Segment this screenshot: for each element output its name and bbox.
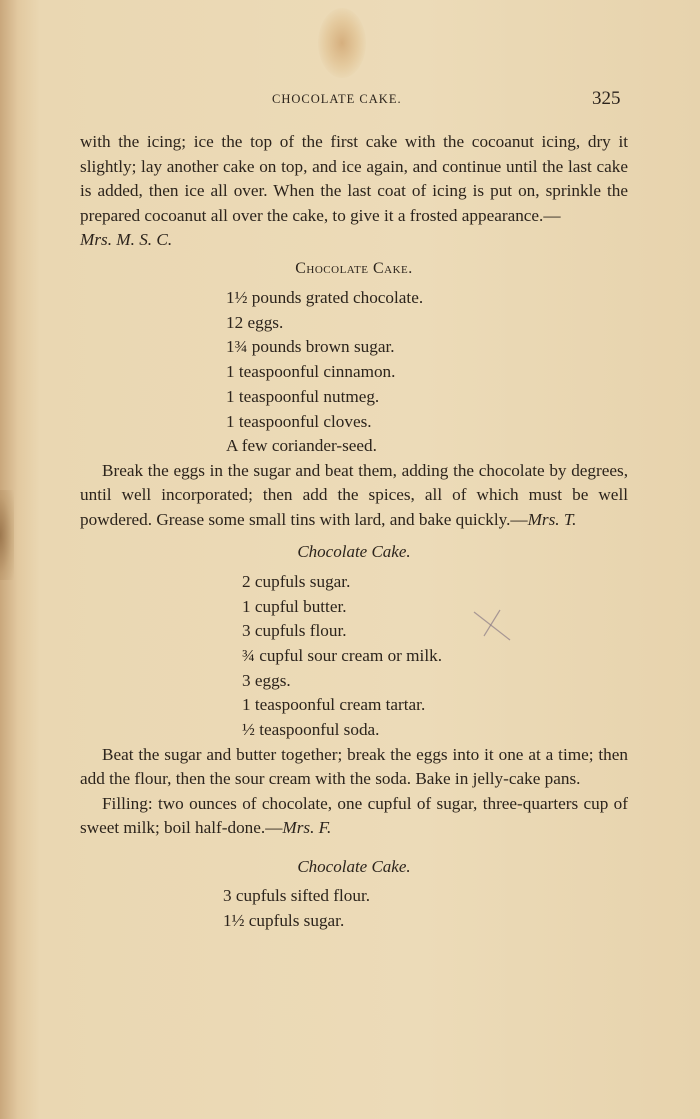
recipe2-signature: Mrs. F. [282, 818, 332, 838]
intro-paragraph [80, 130, 628, 253]
recipe1-method-text: Break the eggs in the sugar and beat them, adding the chocolate by degrees, until well incorporated; then add the spices, all of which must be well powdered. Grease some small tins with lard, and bake quickly.— [80, 460, 628, 529]
page-stain [318, 8, 366, 78]
page-body [80, 130, 628, 934]
ingredient-item: 1¾ pounds brown sugar. [226, 337, 395, 357]
ingredient-item: 3 eggs. [242, 670, 291, 690]
recipe2-title: Chocolate Cake. [297, 542, 411, 562]
ingredient-item: ½ teaspoonful soda. [242, 720, 380, 740]
recipe1-method [80, 459, 628, 533]
recipe2-method: Beat the sugar and butter together; break the eggs into it one at a time; then add the flour, then the sour cream with the soda. Bake in jelly-cake pans. [80, 744, 628, 789]
ingredient-item: 1 teaspoonful cream tartar. [242, 695, 426, 715]
ingredient-item: 12 eggs. [226, 312, 284, 332]
ingredient-item: 1 teaspoonful cloves. [226, 411, 372, 431]
running-head: CHOCOLATE CAKE. [272, 92, 402, 106]
ingredient-item: 1 teaspoonful nutmeg. [226, 386, 380, 406]
ingredient-item: ¾ cupful sour cream or milk. [242, 646, 442, 666]
ingredient-item: 1½ pounds grated chocolate. [226, 288, 424, 307]
intro-text: with the icing; ice the top of the first cake with the cocoanut icing, dry it slightly; lay another cake on top, and ice again, and continue until the last cake is added, then ice all over. When the last coat of icing is put on, sprinkle the prepared cocoanut all over the cake, to give it a frosted appearance.— [80, 132, 628, 225]
intro-signature: Mrs. M. S. C. [80, 230, 173, 249]
recipe1-signature: Mrs. T. [527, 509, 577, 529]
recipe2-ingredients [80, 570, 628, 743]
recipe3-title: Chocolate Cake. [297, 856, 411, 876]
ingredient-item: 3 cupfuls flour. [242, 621, 347, 641]
recipe3-ingredients [80, 884, 628, 933]
recipe1-title: Chocolate Cake. [295, 259, 413, 277]
page-header [0, 86, 700, 110]
ingredient-item: 2 cupfuls sugar. [242, 571, 351, 591]
recipe1-ingredients [80, 286, 628, 459]
ingredient-item: 3 cupfuls sifted flour. [223, 886, 371, 906]
page-number: 325 [592, 88, 621, 109]
binding-edge-mark [0, 490, 14, 580]
ingredient-item: 1½ cupfuls sugar. [223, 911, 345, 931]
ingredient-item: 1 cupful butter. [242, 596, 347, 616]
ingredient-item: 1 teaspoonful cinnamon. [226, 362, 396, 382]
ingredient-item: A few coriander-seed. [226, 436, 377, 456]
recipe2-filling [80, 792, 628, 841]
recipe2-filling-text: Filling: two ounces of chocolate, one cupful of sugar, three-quarters cup of sweet milk; boil half-done.— [80, 793, 628, 838]
